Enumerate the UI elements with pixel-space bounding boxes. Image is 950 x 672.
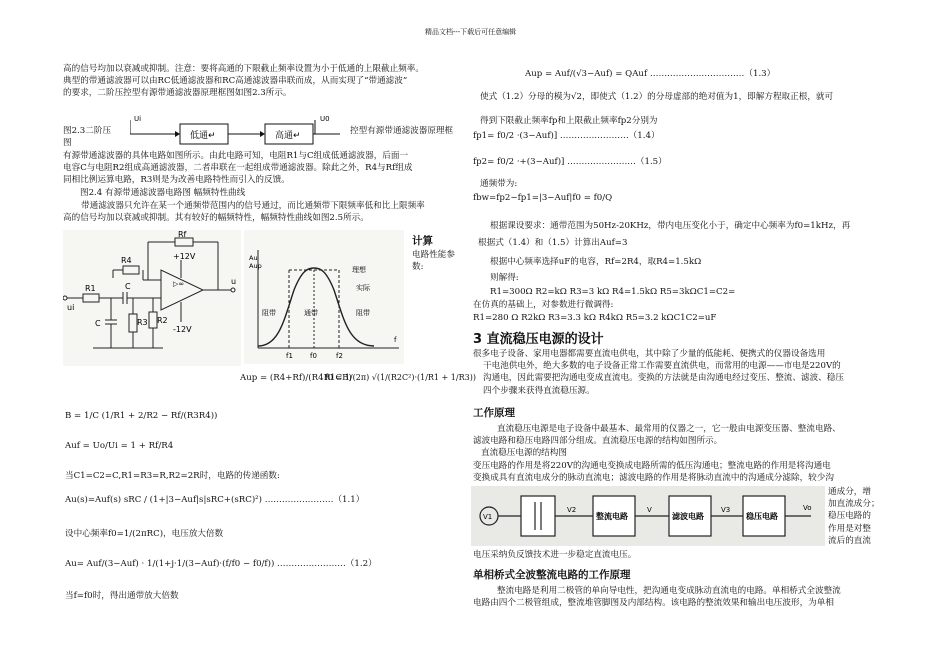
freq-stopband-left: 阻带 (262, 309, 276, 317)
filter-block: 滤波电路 (672, 512, 704, 521)
intro-paragraph: 高的信号均加以衰减或抑制。注意：要将高通的下限截止频率设置为小于低通的上限截止频率。 典型的带通滤波器可以由RC低通滤波器和RC高通滤波器串联而成，从而实现了“带通滤波” 的要求，二阶压控型有源带通滤波器原理框图如图2.3所示。 (63, 64, 424, 99)
modulus-paragraph: 使式（1.2）分母的模为√2，即使式（1.2）的分母虚部的绝对值为1，即解方程取正根，就可 (480, 92, 834, 102)
section-heading-dc-supply: 3 直流稳压电源的设计 (473, 332, 604, 347)
formula-f0: f0 = 1/(2π) √(1/(R2C²)·(1/R1 + 1/R3)) (325, 373, 476, 382)
heading-bridge-rectifier: 单相桥式全波整流电路的工作原理 (473, 569, 631, 581)
dc-supply-paragraph: 很多电子设备、家用电器都需要直流电供电，其中除了少量的低能耗、便携式的仪器设备选用 干电池供电外，绝大多数的电子设备正常工作需要直流供电，而常用的电源——市电是220V的 沟通电，因此需要把沟通电变成直流电。变换的方法就是由沟通电经过变压、整流、滤波、稳压 四个步骤来获得直流稳压源。 (473, 349, 844, 396)
circuit-c1-label: C (125, 282, 131, 291)
freq-ideal-label: 理想 (352, 266, 366, 274)
freq-passband: 通带 (304, 309, 318, 317)
solve-label: 则解得: (490, 273, 519, 283)
formula-b: B = 1/C (1/R1 + 2/R2 − Rf/(R3R4)) (65, 411, 218, 421)
bandwidth-label: 通频带为: (480, 179, 518, 189)
heading-working-principle: 工作原理 (473, 407, 515, 419)
freq-f-axis-label: f (394, 336, 397, 344)
calc-subtitle: 电路性能参 数: (412, 250, 455, 273)
freq-actual-label: 实际 (356, 284, 370, 292)
circuit-vminus-label: -12V (173, 325, 192, 334)
design-requirements: 根据课设要求：通带范围为50Hz-20KHz，带内电压变化小于，确定中心频率为f0=1kHz，再 (490, 221, 851, 231)
chain-vo-label: Vo (803, 504, 812, 512)
freq-f2-label: f2 (336, 352, 343, 360)
cutoff-intro: 得到下限截止频率fp和上限截止频率fp2分别为 (480, 116, 658, 126)
fig24-caption: 图2.4 有源带通滤波器电路图 幅频特性曲线 (80, 188, 246, 198)
freq-yaxis-bottom: Aup (249, 262, 262, 270)
circuit-description: 有源带通滤波器的具体电路如图所示。由此电路可知，电阻R1与C组成低通滤波器，后面一 电容C与电阻R2组成高通滤波器，二者串联在一起组成带通滤波器。除此之外，R4与Rf组成 同相比例运算电路，R3则是为改善电路特性而引入的反馈。 (63, 151, 413, 186)
chain-vbar-label: V (647, 506, 652, 514)
freq-f0-label: f0 (310, 352, 317, 360)
transfer-condition: 当C1=C2=C,R1=R3=R,R2=2R时，电路的传递函数: (65, 471, 280, 481)
freq-stopband-right: 阻带 (356, 309, 370, 317)
circuit-vplus-label: +12V (173, 252, 196, 261)
block-uo-label: U0 (320, 115, 330, 123)
regulator-block: 稳压电路 (746, 512, 778, 521)
circuit-r4-label: R4 (121, 256, 132, 265)
lowpass-block: 低通↵ (190, 131, 216, 141)
center-frequency-text: 设中心频率f0=1/(2πRC)，电压放大倍数 (65, 529, 224, 539)
bandpass-paragraph: 带通滤波器只允许在某一个通频带范围内的信号通过，而比通频带下限频率低和比上限频率 高的信号均加以衰减或抑制。其有较好的幅频特性，幅频特性曲线如图2.5所示。 (63, 201, 425, 224)
block-diagram-bandpass (130, 112, 350, 152)
fig23-caption-left: 图2.3二阶压 图 (63, 126, 112, 149)
circuit-u-label: u (231, 277, 237, 286)
fig23-caption-right: 控型有源带通滤波器原理框 (350, 126, 454, 136)
feedback-sentence: 电压采纳负反馈技术进一步稳定直流电压。 (473, 550, 637, 560)
frequency-response-curve (244, 230, 404, 364)
equation-1-1: Au(s)=Auf(s) sRC / (1+|3−Auf|s|sRC+(sRC)²) ……………………（1.1） (65, 495, 365, 505)
initial-values: R1=300Ω R2=kΩ R3=3 kΩ R4=1.5kΩ R5=3kΩC1=C2= (490, 287, 736, 297)
bridge-rectifier-paragraph: 整流电路是利用二极管的单向导电性，把沟通电变成脉动直流电的电路。单相桥式全波整流 电路由四个二极管组成，整流堆管脚图及内部结构。该电路的整流效果和输出电压波形，为单相 (473, 586, 841, 609)
passband-gain-text: 当f=f0时，得出通带放大倍数 (65, 591, 179, 601)
opamp-symbol: ▷∞ (173, 280, 185, 288)
tuned-values: R1=280 Ω R2kΩ R3=3.3 kΩ R4kΩ R5=3.2 kΩC1C2=uF (473, 313, 717, 323)
equation-1-3: Aup = Auf/(√3−Auf) = QAuf ……………………………（1.3） (525, 69, 776, 79)
formula-auf: Auf = Uo/Ui = 1 + Rf/R4 (65, 441, 174, 451)
calc-title: 计算 (412, 235, 433, 247)
equation-1-2: Au= Auf/(3−Auf) · 1/(1+j·1/(3−Auf)·(f/f0 − f0/f)) ……………………（1.2） (65, 559, 377, 569)
circuit-r3-label: R3 (137, 318, 148, 327)
chain-v2-label: V2 (567, 506, 577, 514)
circuit-r2-label: R2 (157, 316, 168, 325)
block-ui-label: Ui (134, 115, 142, 123)
circuit-c2-label: C (95, 319, 101, 328)
rectifier-block: 整流电路 (596, 512, 628, 521)
chain-v1-label: V1 (483, 513, 493, 521)
dc-supply-block-diagram (471, 486, 825, 546)
circuit-rf-label: Rf (178, 230, 187, 239)
equation-1-5: fp2= f0/2 ·+(3−Auf)] ……………………（1.5） (473, 157, 667, 167)
bandwidth-formula: fbw=fp2−fp1=|3−Auf|f0 = f0/Q (473, 193, 613, 203)
highpass-block: 高通↵ (275, 131, 301, 141)
freq-yaxis-top: Au (249, 254, 258, 262)
circuit-ui-label: ui (67, 303, 75, 312)
freq-f1-label: f1 (286, 352, 293, 360)
chain-v3-label: V3 (721, 506, 731, 514)
page-watermark: 精品文档---下载后可任意编辑 (425, 28, 517, 36)
auf-result: 根据式（1.4）和（1.5）计算出Auf=3 (478, 238, 628, 248)
side-text: 通成分，增 加直流成分； 稳压电路的 作用是对整 流后的直流 (828, 487, 880, 546)
transformer-paragraph: 变压电路的作用是将220V的沟通电变换成电路所需的低压沟通电；整流电路的作用是将沟通电 变换成具有直流电成分的脉动直流电；滤波电路的作用是将脉动直流中的沟通成分滤除，较少沟 (473, 461, 834, 484)
capacitor-selection: 根据中心频率选择uF的电容，Rf=2R4，取R4=1.5kΩ (490, 257, 702, 267)
bandpass-circuit-diagram (63, 230, 241, 366)
working-principle-paragraph: 直流稳压电源是电子设备中最基本、最常用的仪器之一，它一般由电源变压器、整流电路、 滤波电路和稳压电路四部分组成。直流稳压电源的结构如图所示。 直流稳压电源的结构图 (473, 424, 841, 459)
circuit-r1-label: R1 (85, 284, 96, 293)
formula-aup: Aup = (R4+Rf)/(R4R1CB) (240, 373, 352, 383)
simulation-note: 在仿真的基础上，对参数进行微调得: (473, 300, 614, 310)
equation-1-4: fp1= f0/2 ·(3−Auf)] ……………………（1.4） (473, 131, 660, 141)
